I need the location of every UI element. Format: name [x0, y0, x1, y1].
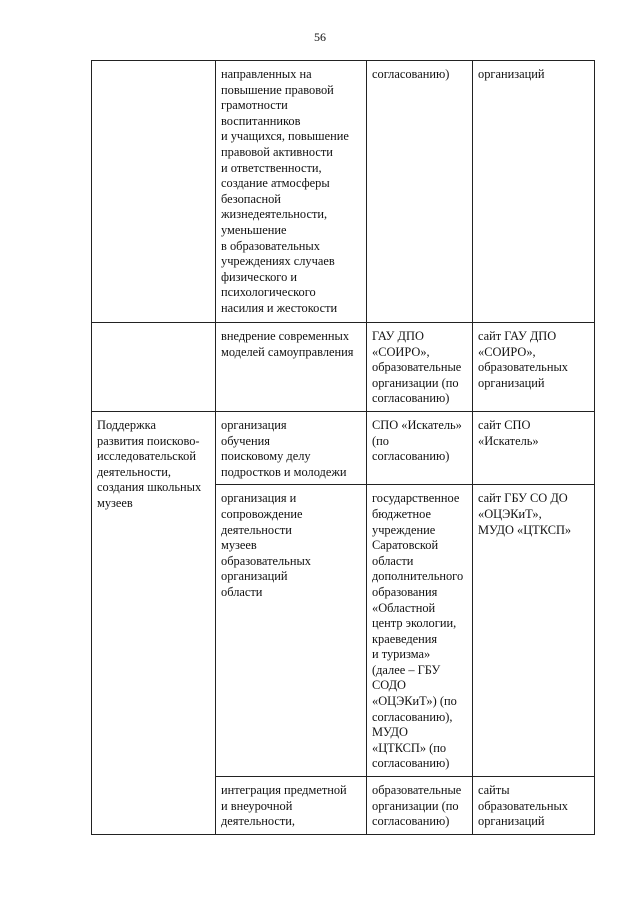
executor-cell: СПО «Искатель» (по согласованию): [367, 411, 473, 484]
activity-cell: направленных на повышение правовой грамотности воспитанников и учащихся, повышение правовой активности и ответственности, создание атмосферы безопасной жизнедеятельности, уменьшение в образовательных учреждениях случаев физического и психологического насилия и жестокости: [216, 61, 367, 323]
table-row: [92, 61, 595, 323]
info-source-cell: сайты образовательных организаций: [473, 777, 595, 835]
plan-table: [91, 60, 595, 835]
executor-cell: ГАУ ДПО «СОИРО», образовательные организации (по согласованию): [367, 323, 473, 412]
table-row: [92, 411, 595, 484]
table-row: [92, 323, 595, 412]
activity-cell: интеграция предметной и внеурочной деятельности,: [216, 777, 367, 835]
executor-cell: согласованию): [367, 61, 473, 323]
info-source-cell: сайт ГБУ СО ДО «ОЦЭКиТ», МУДО «ЦТКСП»: [473, 485, 595, 777]
direction-cell: [92, 61, 216, 323]
info-source-cell: сайт СПО «Искатель»: [473, 411, 595, 484]
activity-cell: организация и сопровождение деятельности музеев образовательных организаций области: [216, 485, 367, 777]
direction-cell: Поддержка развития поисково- исследовательской деятельности, создания школьных музеев: [92, 411, 216, 834]
page-number: 56: [314, 30, 326, 44]
executor-cell: образовательные организации (по согласованию): [367, 777, 473, 835]
activity-cell: организация обучения поисковому делу подростков и молодежи: [216, 411, 367, 484]
direction-cell-empty: [92, 323, 216, 412]
activity-cell: внедрение современных моделей самоуправления: [216, 323, 367, 412]
info-source-cell: организаций: [473, 61, 595, 323]
executor-cell: государственное бюджетное учреждение Саратовской области дополнительного образования «Областной центр экологии, краеведения и туризма» (далее – ГБУ СОДО «ОЦЭКиТ») (по согласованию), МУДО «ЦТКСП» (по согласованию): [367, 485, 473, 777]
info-source-cell: сайт ГАУ ДПО «СОИРО», образовательных организаций: [473, 323, 595, 412]
